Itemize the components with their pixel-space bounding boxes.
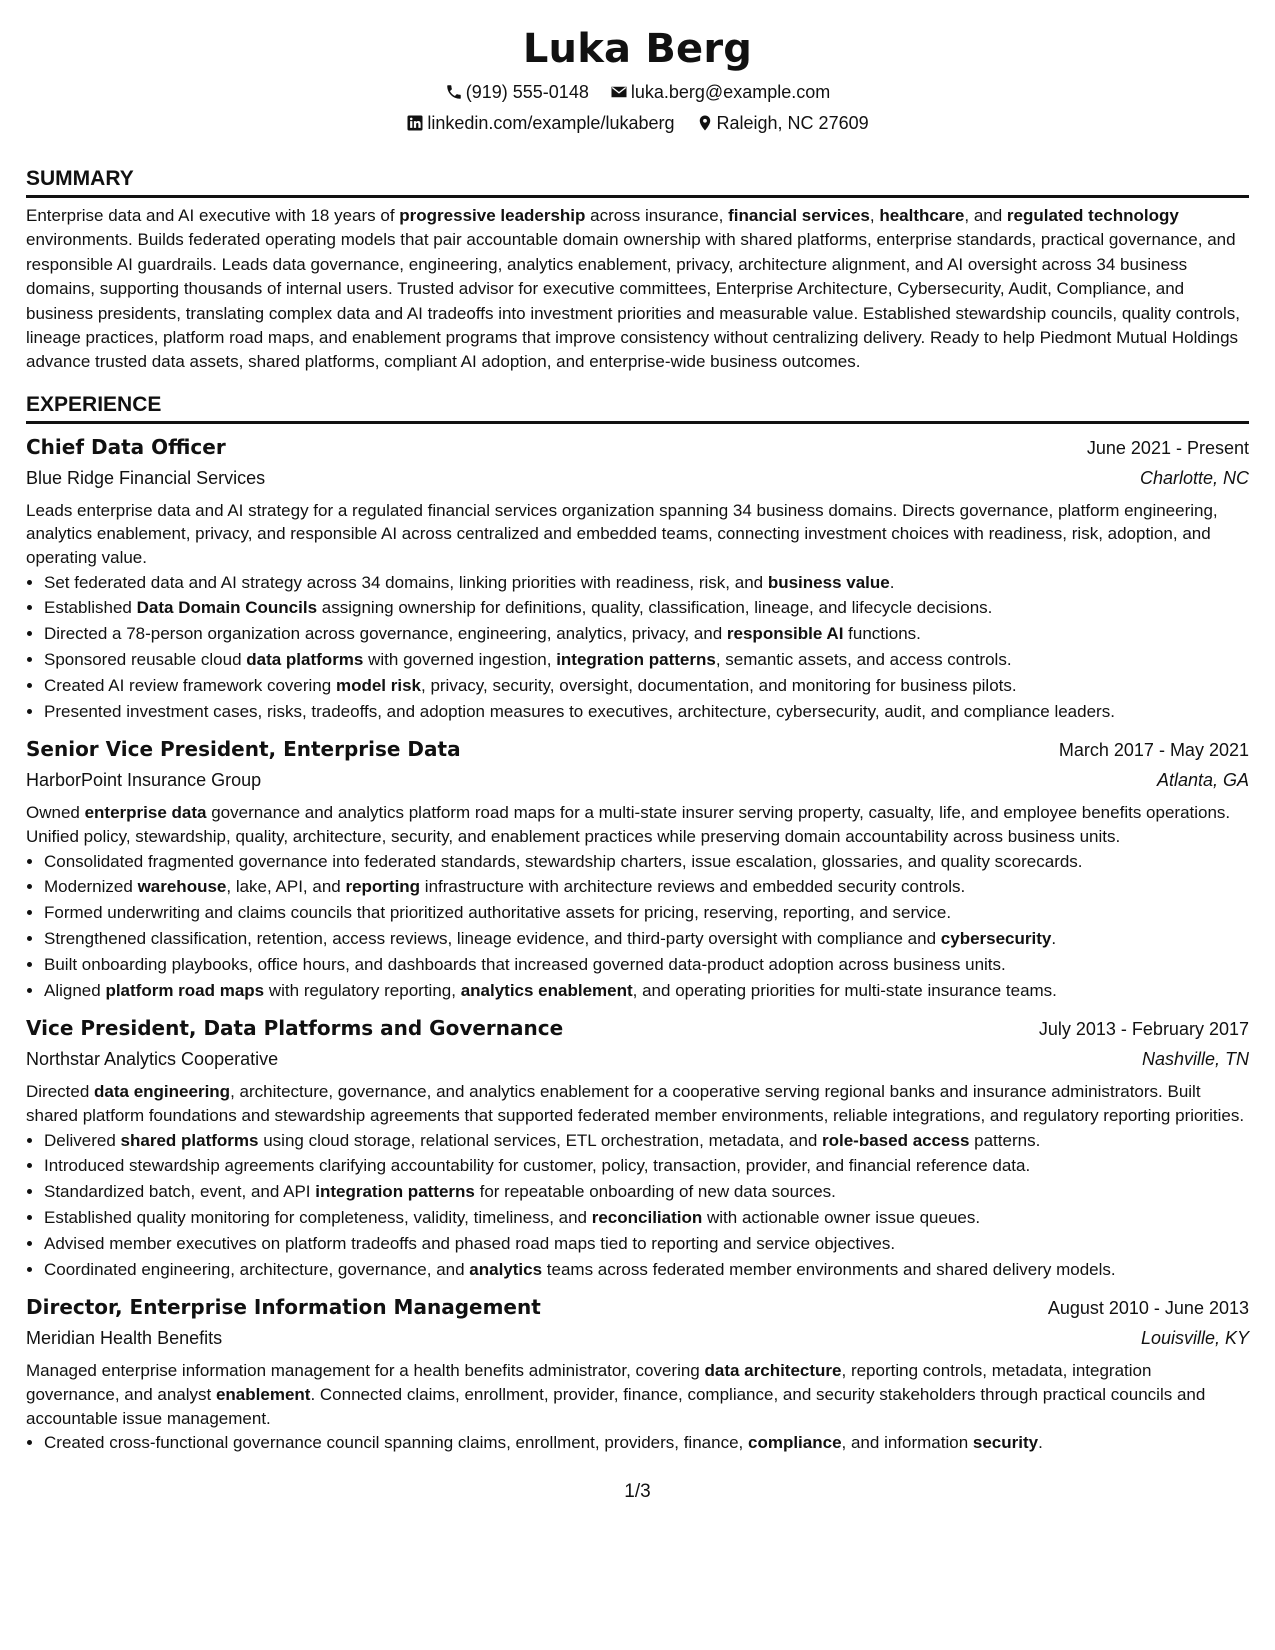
job-header [26,1292,1249,1323]
job-title: Director, Enterprise Information Management [26,1295,541,1320]
job-title: Chief Data Officer [26,434,226,459]
job-header [26,1013,1249,1044]
experience-list [26,432,1249,1456]
job-bullets [26,1128,1249,1283]
map-pin-icon [696,114,714,132]
job-entry [26,1292,1249,1456]
job-company: HarborPoint Insurance Group [26,770,262,791]
linkedin-icon [406,114,424,132]
job-dates: July 2013 - February 2017 [1038,1019,1249,1040]
job-title: Vice President, Data Platforms and Governance [26,1016,564,1041]
summary-text: Enterprise data and AI executive with 18 years of progressive leadership across insurance, financial services, healthcare, and regulated technology environments. Builds federated operating models that pair accountable domain ownership with shared platforms, enterprise standards, practical governance, and responsible AI guardrails. Leads data governance, engineering, analytics enablement, privacy, architecture alignment, and AI oversight across 34 business domains, supporting thousands of internal users. Trusted advisor for executive committees, Enterprise Architecture, Cybersecurity, Audit, Compliance, and business presidents, translating complex data and AI tradeoffs into investment priorities and measurable value. Established stewardship councils, quality controls, lineage practices, platform road maps, and enablement programs that improve consistency without centralizing delivery. Ready to help Piedmont Mutual Holdings advance trusted data assets, shared platforms, compliant AI adoption, and enterprise-wide business outcomes. [26,206,1240,372]
job-company: Meridian Health Benefits [26,1328,223,1349]
job-entry [26,1013,1249,1282]
job-dates: August 2010 - June 2013 [1047,1298,1249,1319]
bullet-item: • Built onboarding playbooks, office hours, and dashboards that increased governed data-product adoption across business units. [44,952,1249,978]
bullet-item: • Modernized warehouse, lake, API, and reporting infrastructure with architecture reviews and embedded security controls. [44,874,1249,900]
email-item[interactable] [610,80,830,104]
job-description: Directed data engineering, architecture, governance, and analytics enablement for a cooperative serving regional banks and insurance administrators. Built shared platform foundations and stewardship agreements that supported federated member environments, reliable integrations, and regulatory reporting priorities. [26,1082,1245,1125]
bullet-item: • Established Data Domain Councils assigning ownership for definitions, quality, classification, lineage, and lifecycle decisions. [44,595,1249,621]
bullet-item: • Presented investment cases, risks, tradeoffs, and adoption measures to executives, architecture, cybersecurity, audit, and compliance leaders. [44,699,1249,725]
phone-item[interactable] [445,80,589,104]
bullet-item: • Directed a 78-person organization across governance, engineering, analytics, privacy, and responsible AI functions. [44,621,1249,647]
job-location: Atlanta, GA [1156,770,1249,791]
job-dates: March 2017 - May 2021 [1058,740,1249,761]
bullet-item: • Coordinated engineering, architecture, governance, and analytics teams across federated member environments and shared delivery models. [44,1257,1249,1283]
bullet-item: • Sponsored reusable cloud data platforms with governed ingestion, integration patterns, semantic assets, and access controls. [44,647,1249,673]
job-subheader [26,765,1249,795]
bullet-item: • Set federated data and AI strategy across 34 domains, linking priorities with readiness, risk, and business value. [44,570,1249,596]
job-description: Owned enterprise data governance and analytics platform road maps for a multi-state insurer serving property, casualty, life, and employee benefits operations. Unified policy, stewardship, quality, architecture, security, and enablement practices while preserving domain accountability across business units. [26,803,1231,846]
job-entry [26,432,1249,725]
job-location: Nashville, TN [1141,1049,1249,1070]
job-location: Louisville, KY [1140,1328,1249,1349]
bullet-item: • Created cross-functional governance council spanning claims, enrollment, providers, finance, compliance, and information security. [44,1430,1249,1456]
bullet-item: • Established quality monitoring for completeness, validity, timeliness, and reconciliation with actionable owner issue queues. [44,1205,1249,1231]
summary-heading: SUMMARY [26,166,1249,198]
bullet-item: • Formed underwriting and claims councils that prioritized authoritative assets for pricing, reserving, reporting, and service. [44,900,1249,926]
job-title: Senior Vice President, Enterprise Data [26,737,461,762]
job-description: Leads enterprise data and AI strategy for a regulated financial services organization spanning 34 business domains. Directs governance, platform engineering, analytics enablement, privacy, and responsible AI across centralized and embedded teams, connecting investment choices with readiness, risk, adoption, and operating value. [26,500,1218,568]
job-dates: June 2021 - Present [1086,437,1249,458]
job-bullets [26,849,1249,1004]
linkedin-item[interactable] [406,111,674,135]
job-location: Charlotte, NC [1139,467,1249,488]
email-text: luka.berg@example.com [630,82,831,102]
bullet-item: • Standardized batch, event, and API integration patterns for repeatable onboarding of new data sources. [44,1179,1249,1205]
job-company: Northstar Analytics Cooperative [26,1049,279,1070]
phone-text: (919) 555-0148 [465,82,589,102]
job-header [26,734,1249,765]
contact-line-1 [26,80,1249,104]
envelope-icon [610,83,628,101]
page-number: 1/3 [624,1481,651,1502]
resume-page [26,0,1249,1456]
experience-heading: EXPERIENCE [26,392,1249,424]
job-bullets [26,1430,1249,1456]
phone-icon [445,83,463,101]
bullet-item: • Created AI review framework covering model risk, privacy, security, oversight, documentation, and monitoring for business pilots. [44,673,1249,699]
linkedin-text: linkedin.com/example/lukaberg [427,113,675,133]
contact-line-2 [26,111,1249,135]
job-bullets [26,570,1249,725]
bullet-item: • Aligned platform road maps with regulatory reporting, analytics enablement, and operating priorities for multi-state insurance teams. [44,978,1249,1004]
job-description: Managed enterprise information management for a health benefits administrator, covering data architecture, reporting controls, metadata, integration governance, and analyst enablement. Connected claims, enrollment, provider, finance, compliance, and security stakeholders through practical councils and accountable issue management. [26,1361,1206,1428]
job-subheader [26,1323,1249,1353]
bullet-item: • Strengthened classification, retention, access reviews, lineage evidence, and third-party oversight with compliance and cybersecurity. [44,926,1249,952]
job-subheader [26,1044,1249,1074]
job-entry [26,734,1249,1003]
job-subheader [26,463,1249,493]
job-company: Blue Ridge Financial Services [26,467,266,488]
bullet-item: • Advised member executives on platform tradeoffs and phased road maps tied to reporting and service objectives. [44,1231,1249,1257]
job-header [26,432,1249,463]
location-item [696,111,869,135]
location-text: Raleigh, NC 27609 [716,113,869,133]
bullet-item: • Delivered shared platforms using cloud storage, relational services, ETL orchestration, metadata, and role-based access patterns. [44,1128,1249,1154]
candidate-name: Luka Berg [522,26,753,72]
bullet-item: • Introduced stewardship agreements clarifying accountability for customer, policy, transaction, provider, and financial reference data. [44,1153,1249,1179]
bullet-item: • Consolidated fragmented governance into federated standards, stewardship charters, issue escalation, glossaries, and quality scorecards. [44,849,1249,875]
